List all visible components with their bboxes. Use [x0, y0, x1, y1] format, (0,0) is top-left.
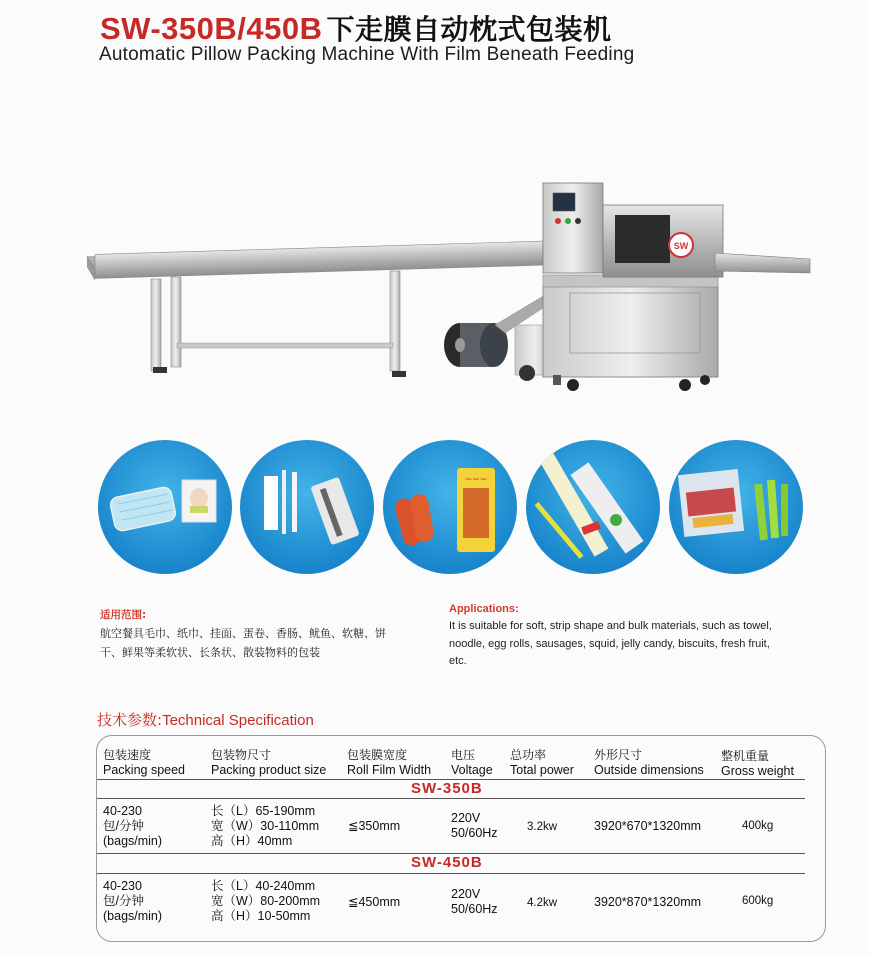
applications-en-text [449, 618, 814, 671]
product-circle-sausages [383, 440, 517, 574]
applications-en-title: Applications: [449, 603, 519, 615]
header-dims-en: Outside dimensions [594, 763, 704, 777]
applications-cn-line: 干、鲜果等柔软状、长条状、散装物料的包装 [100, 646, 320, 659]
applications-en-line: etc. [449, 655, 467, 667]
title-cn: 下走膜自动枕式包装机 [326, 13, 612, 46]
applications-en-line: It is suitable for soft, strip shape and bulk materials, such as towel, [449, 620, 772, 632]
header-size-en: Packing product size [211, 763, 327, 777]
leg [390, 271, 400, 371]
applications-cn-title: 适用范围: [100, 609, 147, 621]
divider [97, 798, 805, 799]
screen [553, 193, 575, 211]
model-label-350b: SW-350B [411, 780, 483, 797]
row2-speed-unit-cn: 包/分钟 [103, 894, 144, 908]
header-voltage-en: Voltage [451, 763, 493, 777]
row2-frequency: 50/60Hz [451, 902, 498, 916]
applications-cn-line: 航空餐具毛巾、纸巾、挂面、蛋卷、香肠、鱿鱼、软糖、饼 [100, 627, 386, 640]
page-subtitle: Automatic Pillow Packing Machine With Film Beneath Feeding [99, 44, 635, 65]
row2-power: 4.2kw [527, 897, 558, 909]
row1-speed-unit-en: (bags/min) [103, 834, 163, 848]
row2-speed: 40-230 [103, 879, 142, 893]
logo-text: SW [673, 241, 689, 251]
spec-heading-cn: 技术参数: [97, 711, 163, 729]
product-circle-bulk [669, 440, 803, 574]
machine-illustration [75, 175, 815, 400]
row1-size-h: 高（H）40mm [211, 834, 293, 848]
row1-power: 3.2kw [527, 821, 558, 833]
header-dims-cn: 外形尺寸 [594, 748, 643, 762]
leg [171, 277, 181, 367]
header-power-en: Total power [510, 763, 574, 777]
row1-speed-unit-cn: 包/分钟 [103, 819, 144, 833]
row1-film: ≦350mm [348, 819, 401, 833]
row2-size-h: 高（H）10-50mm [211, 909, 311, 923]
machine-body [543, 285, 718, 377]
row2-voltage: 220V [451, 887, 481, 901]
header-voltage-cn: 电压 [451, 748, 476, 762]
page-title [100, 8, 612, 48]
row2-speed-unit-en: (bags/min) [103, 909, 163, 923]
title-model: SW-350B/450B [100, 11, 323, 46]
row1-size-l: 长（L）65-190mm [211, 804, 316, 818]
row2-size-w: 宽（W）80-200mm [211, 894, 321, 908]
product-circle-cutlery [240, 440, 374, 574]
row2-size-l: 长（L）40-240mm [211, 879, 316, 893]
row1-speed: 40-230 [103, 804, 142, 818]
svg-text:~~~: ~~~ [464, 475, 488, 485]
row2-film: ≦450mm [348, 895, 401, 909]
conveyor-side [95, 241, 543, 278]
header-film-cn: 包装膜宽度 [347, 748, 408, 762]
applications-en-line: noodle, egg rolls, sausages, squid, jelly candy, biscuits, fresh fruit, [449, 637, 770, 650]
header-speed-en: Packing speed [103, 763, 186, 777]
product-circle-toothbrush [526, 440, 660, 574]
row2-dims: 3920*870*1320mm [594, 895, 702, 909]
applications-cn-text [100, 624, 445, 662]
spec-heading [97, 709, 314, 730]
row1-dims: 3920*670*1320mm [594, 819, 702, 833]
row2-weight: 600kg [742, 895, 774, 907]
row1-weight: 400kg [742, 820, 774, 832]
header-film-en: Roll Film Width [347, 763, 432, 777]
divider [97, 873, 805, 874]
header-weight-cn: 整机重量 [721, 749, 770, 763]
row1-voltage: 220V [451, 811, 481, 825]
spec-heading-en: Technical Specification [162, 712, 314, 729]
header-power-cn: 总功率 [510, 748, 547, 762]
header-size-cn: 包装物尺寸 [211, 748, 272, 762]
row1-size-w: 宽（W）30-110mm [211, 819, 320, 833]
output-conveyor [715, 253, 810, 273]
leg [151, 279, 161, 371]
model-label-450b: SW-450B [411, 854, 483, 871]
product-circle-masks [98, 440, 232, 574]
header-weight-en: Gross weight [721, 764, 794, 778]
row1-frequency: 50/60Hz [451, 826, 498, 840]
sealing-window [615, 215, 670, 263]
header-speed-cn: 包装速度 [103, 748, 152, 762]
